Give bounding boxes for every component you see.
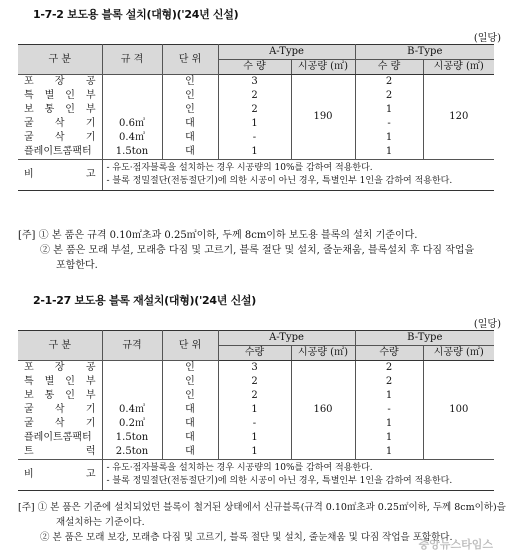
row-spec: 1.5ton bbox=[102, 431, 162, 445]
row-unit: 인 bbox=[162, 103, 218, 117]
row-unit: 대 bbox=[162, 403, 218, 417]
row-spec: 1.5ton bbox=[102, 145, 162, 160]
row-b-qty: - bbox=[355, 403, 423, 417]
row-spec: 0.4㎥ bbox=[102, 131, 162, 145]
row-spec: 2.5ton bbox=[102, 445, 162, 460]
b-area-value: 100 bbox=[423, 361, 494, 460]
remark-label: 비 고 bbox=[18, 160, 102, 191]
row-a-qty: - bbox=[218, 417, 291, 431]
remark-line: - 유도·점자블록을 설치하는 경우 시공량의 10%를 감하여 적용한다. bbox=[106, 163, 373, 173]
row-name: 트 럭 bbox=[18, 445, 102, 460]
header-b-qty: 수 량 bbox=[355, 60, 423, 75]
remark-text bbox=[102, 460, 494, 491]
row-unit: 대 bbox=[162, 445, 218, 460]
row-name: 특 별 인 부 bbox=[18, 375, 102, 389]
footnote-line: ② 본 품은 모래 부설, 모래층 다짐 및 고르기, 블록 절단 및 설치, 줄눈채움, 블록설치 후 다짐 작업을 bbox=[40, 245, 475, 256]
labor-table bbox=[18, 44, 494, 191]
a-area-value: 190 bbox=[291, 75, 355, 160]
a-area-value: 160 bbox=[291, 361, 355, 460]
row-spec: 0.6㎥ bbox=[102, 117, 162, 131]
row-a-qty: 1 bbox=[218, 431, 291, 445]
footnote-line: 재설치하는 기준이다. bbox=[56, 517, 145, 528]
row-a-qty: 2 bbox=[218, 389, 291, 403]
row-a-qty: 2 bbox=[218, 375, 291, 389]
row-name: 굴 삭 기 bbox=[18, 417, 102, 431]
header-a-qty: 수량 bbox=[218, 346, 291, 361]
row-b-qty: 1 bbox=[355, 389, 423, 403]
row-a-qty: 3 bbox=[218, 75, 291, 90]
row-unit: 대 bbox=[162, 131, 218, 145]
footnote-line: [주] ① 본 품은 규격 0.10㎡초과 0.25㎡이하, 두께 8cm이하 보도용 블록의 설치 기준이다. bbox=[18, 230, 418, 241]
remark-line: - 블록 정밀절단(전동절단기)에 의한 시공이 아닌 경우, 특별인부 1인을 감하여 적용한다. bbox=[106, 176, 453, 186]
row-name: 굴 삭 기 bbox=[18, 131, 102, 145]
header-spec: 규격 bbox=[102, 331, 162, 361]
row-b-qty: - bbox=[355, 117, 423, 131]
row-a-qty: 1 bbox=[218, 117, 291, 131]
row-name: 플레이트콤팩터 bbox=[18, 431, 102, 445]
row-b-qty: 2 bbox=[355, 89, 423, 103]
row-unit: 대 bbox=[162, 145, 218, 160]
row-name: 포 장 공 bbox=[18, 75, 102, 90]
row-spec: 0.4㎥ bbox=[102, 403, 162, 417]
row-spec bbox=[102, 375, 162, 389]
row-b-qty: 1 bbox=[355, 431, 423, 445]
row-name: 굴 삭 기 bbox=[18, 403, 102, 417]
header-category: 구 분 bbox=[18, 45, 102, 75]
remark-text bbox=[102, 160, 494, 191]
row-b-qty: 2 bbox=[355, 75, 423, 90]
footnote-line: 포함한다. bbox=[56, 260, 98, 271]
row-spec bbox=[102, 75, 162, 90]
row-unit: 대 bbox=[162, 417, 218, 431]
row-name: 보 통 인 부 bbox=[18, 103, 102, 117]
row-spec bbox=[102, 389, 162, 403]
row-a-qty: 3 bbox=[218, 361, 291, 376]
row-spec bbox=[102, 361, 162, 376]
header-a-qty: 수 량 bbox=[218, 60, 291, 75]
row-name: 보 통 인 부 bbox=[18, 389, 102, 403]
header-a-type: A-Type bbox=[218, 331, 355, 346]
unit-label: (일당) bbox=[473, 33, 501, 44]
row-unit: 인 bbox=[162, 75, 218, 90]
row-name: 굴 삭 기 bbox=[18, 117, 102, 131]
header-a-area: 시공량 (㎡) bbox=[291, 60, 355, 75]
labor-table bbox=[18, 330, 494, 491]
row-unit: 인 bbox=[162, 389, 218, 403]
row-unit: 인 bbox=[162, 375, 218, 389]
row-b-qty: 1 bbox=[355, 445, 423, 460]
header-unit: 단 위 bbox=[162, 45, 218, 75]
footnote-line: [주] ① 본 품은 기준에 설치되었던 블록이 철거된 상태에서 신규블록(규격 0.10㎡초과 0.25㎡이하, 두께 8cm이하)을 bbox=[18, 502, 506, 513]
remark-line: - 유도·점자블록을 설치하는 경우 시공량의 10%를 감하여 적용한다. bbox=[106, 463, 373, 473]
unit-label: (일당) bbox=[473, 319, 501, 330]
row-b-qty: 1 bbox=[355, 417, 423, 431]
row-unit: 인 bbox=[162, 361, 218, 376]
row-b-qty: 1 bbox=[355, 103, 423, 117]
header-b-qty: 수량 bbox=[355, 346, 423, 361]
row-b-qty: 2 bbox=[355, 375, 423, 389]
row-a-qty: 1 bbox=[218, 403, 291, 417]
header-a-type: A-Type bbox=[218, 45, 355, 60]
row-name: 포 장 공 bbox=[18, 361, 102, 376]
row-a-qty: 2 bbox=[218, 89, 291, 103]
footnotes bbox=[18, 228, 504, 273]
header-unit: 단 위 bbox=[162, 331, 218, 361]
row-b-qty: 1 bbox=[355, 145, 423, 160]
remark-label: 비 고 bbox=[18, 460, 102, 491]
section-title: 2-1-27 보도용 블록 재설치(대형)('24년 신설) bbox=[33, 294, 256, 307]
section-title: 1-7-2 보도용 블록 설치(대형)('24년 신설) bbox=[33, 8, 239, 21]
header-spec: 규 격 bbox=[102, 45, 162, 75]
header-a-area: 시공량 (㎡) bbox=[291, 346, 355, 361]
row-name: 특 별 인 부 bbox=[18, 89, 102, 103]
b-area-value: 120 bbox=[423, 75, 494, 160]
header-b-type: B-Type bbox=[355, 331, 494, 346]
header-b-area: 시공량 (㎡) bbox=[423, 346, 494, 361]
row-unit: 인 bbox=[162, 89, 218, 103]
row-a-qty: 1 bbox=[218, 145, 291, 160]
row-spec bbox=[102, 103, 162, 117]
row-spec: 0.2㎥ bbox=[102, 417, 162, 431]
footnote-line: ② 본 품은 모래 보강, 모래층 다짐 및 고르기, 블록 절단 및 설치, 줄눈채움 및 다짐 작업을 포함한다. bbox=[40, 532, 453, 543]
row-a-qty: - bbox=[218, 131, 291, 145]
row-a-qty: 2 bbox=[218, 103, 291, 117]
watermark: 중앙뉴스타임스 bbox=[418, 538, 493, 551]
row-name: 플레이트콤팩터 bbox=[18, 145, 102, 160]
row-b-qty: 2 bbox=[355, 361, 423, 376]
header-category: 구 분 bbox=[18, 331, 102, 361]
header-b-area: 시공량 (㎡) bbox=[423, 60, 494, 75]
row-unit: 대 bbox=[162, 431, 218, 445]
row-unit: 대 bbox=[162, 117, 218, 131]
header-b-type: B-Type bbox=[355, 45, 494, 60]
row-b-qty: 1 bbox=[355, 131, 423, 145]
row-a-qty: 1 bbox=[218, 445, 291, 460]
remark-line: - 블록 정밀절단(전동절단기)에 의한 시공이 아닌 경우, 특별인부 1인을 감하여 적용한다. bbox=[106, 476, 453, 486]
row-spec bbox=[102, 89, 162, 103]
